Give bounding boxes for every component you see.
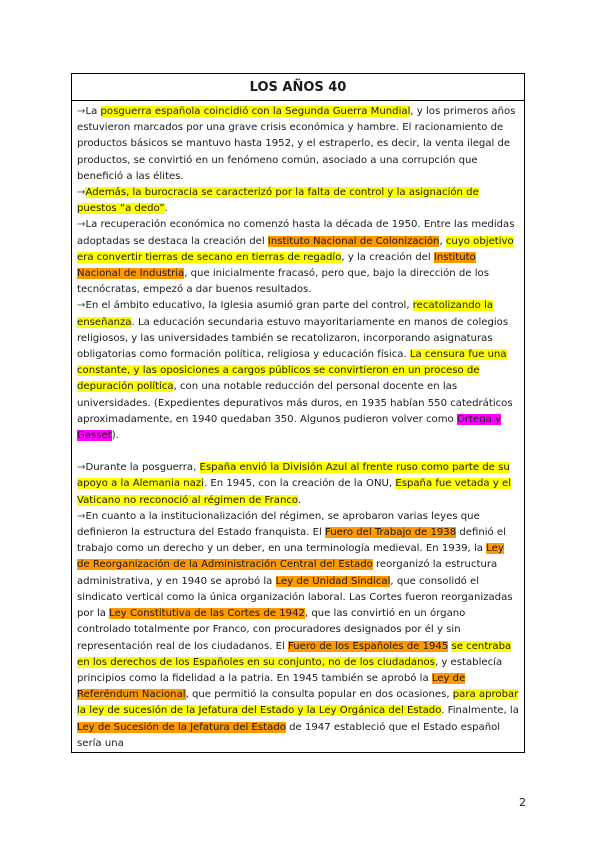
paragraph — [77, 217, 519, 298]
paragraph — [77, 104, 519, 185]
arrow-icon: → — [77, 219, 86, 231]
text-run: . La educación secundaria estuvo mayoritariamente en manos de colegios religiosos, y las universidades también se recatolizaron, incorporando asignaturas obligatorias como formación política, religiosa y educación física. — [77, 316, 509, 361]
text-run: En cuanto a la institucionalización del régimen, se aprobaron varias leyes que definieron la estructura del Estado franquista. El — [77, 510, 480, 539]
highlighted-text: Ley de Reorganización de la Administración Central del Estado — [77, 543, 504, 571]
text-run: Durante la posguerra, — [85, 462, 200, 474]
arrow-icon: → — [77, 510, 86, 522]
text-run: definió el trabajo como un derecho y un deber, en una terminología medieval. En 1939, la — [77, 527, 506, 555]
text-run: , que inicialmente fracasó, pero que, bajo la dirección de los tecnócratas, empezó a dar buenos resultados. — [77, 268, 489, 296]
text-run: , y los primeros años estuvieron marcados por una grave crisis económica y hambre. El racionamiento de productos básicos se mantuvo hasta 1952, y el estraperlo, es decir, la venta ilegal de productos, se convirtió en un fenómeno común, asociado a una corrupción que benefició a las élites. — [77, 106, 516, 182]
page-title: LOS AÑOS 40 — [72, 74, 524, 101]
text-run: . — [164, 203, 168, 215]
text-run: . — [297, 494, 302, 506]
highlighted-text: Además, la burocracia se caracterizó por la falta de control y la asignación de puestos “a dedo” — [77, 187, 479, 215]
text-run: , con una notable reducción del personal docente en las universidades. (Expedientes depurativos más duros, en 1935 habían 550 catedráticos aproximadamente, en 1940 quedaban 350. Algunos pudieron volver como — [77, 381, 513, 425]
paragraph — [77, 298, 519, 444]
arrow-icon: → — [77, 187, 86, 199]
highlighted-text: cuyo objetivo era convertir tierras de secano en tierras de regadío — [77, 235, 514, 263]
highlighted-text: recatolizando la enseñanza — [77, 300, 494, 328]
text-run: La — [85, 106, 101, 117]
paragraph-gap — [77, 444, 519, 460]
highlighted-text: Fuero del Trabajo de 1938 — [325, 527, 457, 539]
text-run: . Finalmente, la — [441, 705, 519, 717]
text-run: . En 1945, con la creación de la ONU, — [203, 478, 396, 490]
arrow-icon: → — [77, 462, 86, 474]
highlighted-text: España fue vetada y el Vaticano no reconoció al régimen de Franco — [77, 478, 512, 506]
highlighted-text: Ley de Unidad Sindical — [275, 575, 391, 587]
text-run: , y establecía principios como la fidelidad a la patria. En 1945 también se aprobó la — [77, 656, 503, 684]
paragraph — [77, 185, 519, 217]
paragraph — [77, 509, 519, 752]
highlighted-text: Ortega y Gasset — [77, 413, 501, 442]
text-run: , y la creación del — [341, 251, 434, 263]
text-run: En el ámbito educativo, la Iglesia asumió gran parte del control, — [85, 300, 413, 312]
paragraph — [77, 460, 519, 509]
page-number: 2 — [519, 796, 526, 809]
highlighted-text: Instituto Nacional de Industria — [77, 251, 476, 280]
highlighted-text: posguerra española coincidió con la Segunda Guerra Mundial — [100, 106, 411, 117]
highlighted-text: Fuero de los Españoles de 1945 — [288, 640, 449, 652]
content-box — [71, 73, 525, 753]
highlighted-text: se centraba en los derechos de los Españoles en su conjunto, no de los ciudadanos — [77, 640, 512, 668]
highlighted-text: Ley de Referéndum Nacional — [77, 672, 466, 701]
text-run: , que las convirtió en un órgano controlado totalmente por Franco, con procuradores designados por él y sin representación real de los ciudadanos. El — [77, 608, 466, 652]
text-run: , que permitió la consulta popular en dos ocasiones, — [185, 689, 453, 701]
arrow-icon: → — [77, 300, 86, 312]
highlighted-text: Ley Constitutiva de las Cortes de 1942 — [109, 608, 305, 620]
document-body — [72, 101, 524, 752]
text-run: , — [439, 235, 446, 247]
highlighted-text: para aprobar la ley de sucesión de la Jefatura del Estado y la Ley Orgánica del Estado — [77, 689, 519, 717]
text-run: La recuperación económica no comenzó hasta la década de 1950. Entre las medidas adoptadas se destaca la creación del — [77, 219, 515, 247]
text-run: , que consolidó el sindicato vertical como la única organización laboral. Las Cortes fueron reorganizadas por la — [77, 575, 513, 620]
highlighted-text: España envió la División Azul al frente ruso como parte de su apoyo a la Alemania nazi — [77, 462, 510, 490]
text-run: reorganizó la estructura administrativa, y en 1940 se aprobó la — [77, 559, 498, 587]
arrow-icon: → — [77, 106, 86, 117]
text-run: de 1947 estableció que el Estado español sería una — [77, 721, 501, 749]
highlighted-text: Instituto Nacional de Colonización — [267, 235, 440, 247]
text-run: ). — [111, 430, 119, 442]
highlighted-text: Ley de Sucesión de la Jefatura del Estado — [77, 721, 286, 733]
highlighted-text: La censura fue una constante, y las oposiciones a cargos públicos se convirtieron en un proceso de depuración política — [77, 349, 507, 393]
